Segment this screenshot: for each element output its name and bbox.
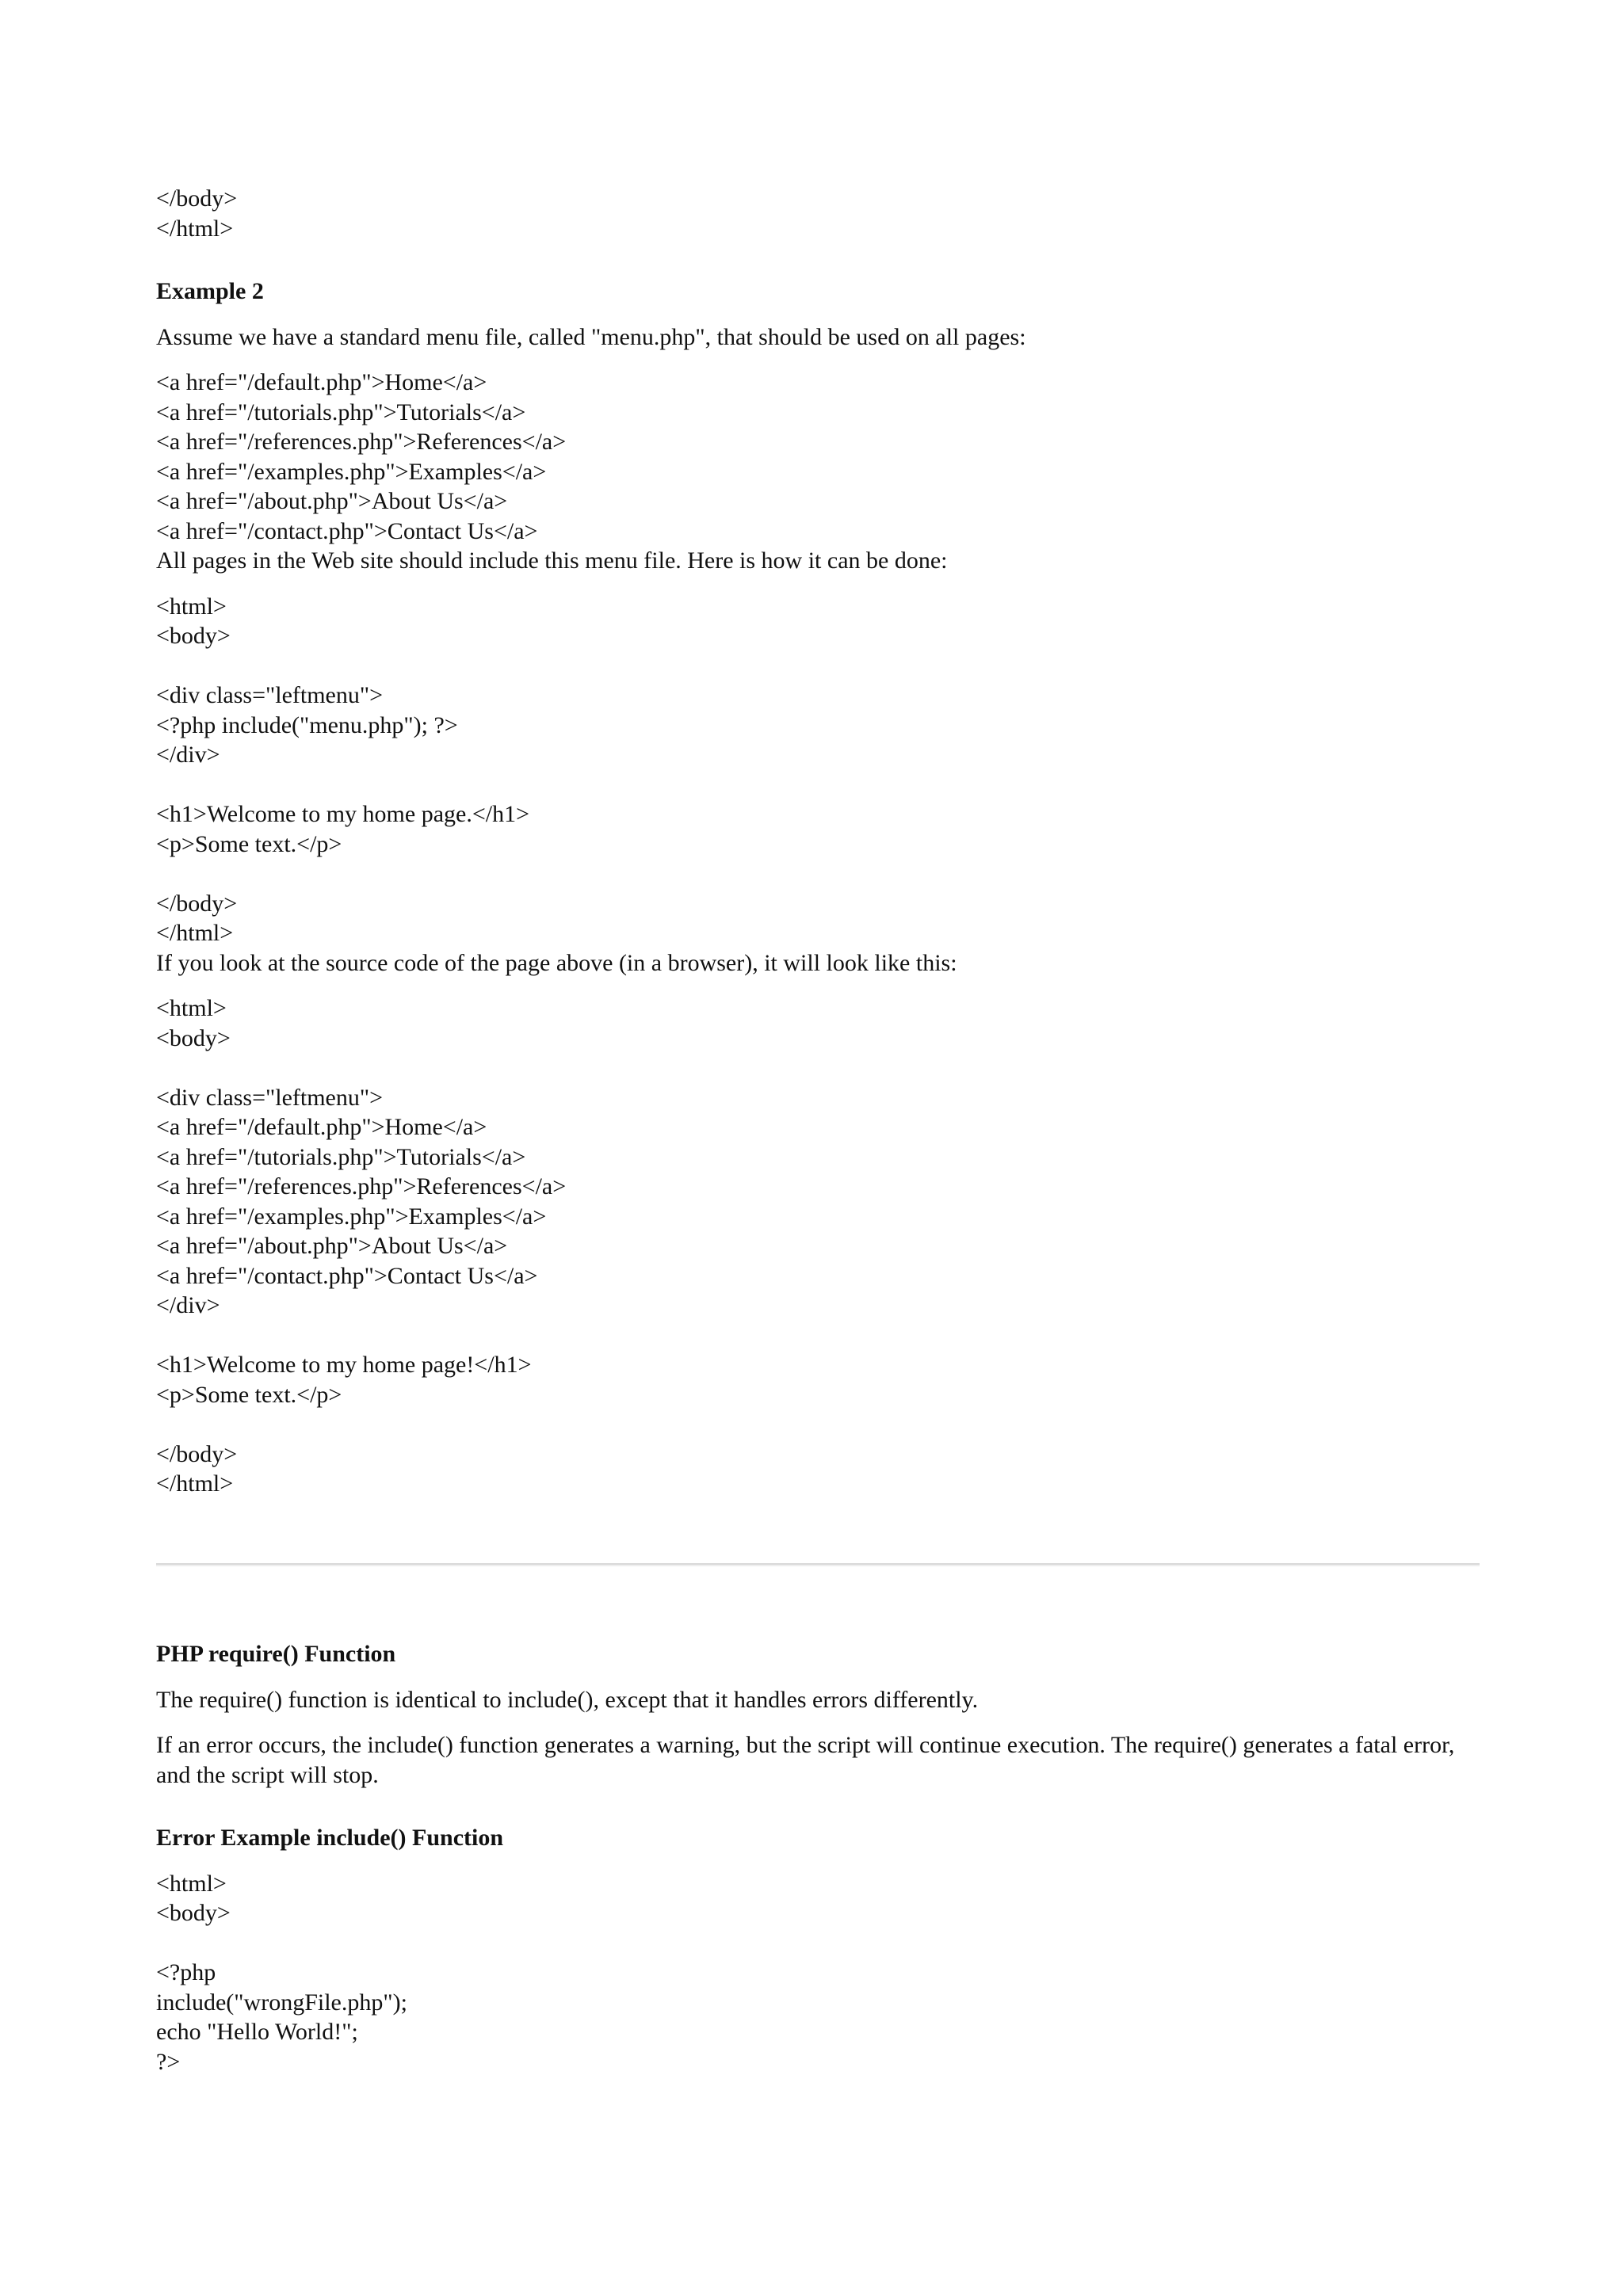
error-example-heading: Error Example include() Function <box>156 1825 504 1851</box>
require-section <box>156 1639 1480 2077</box>
example2-heading: Example 2 <box>156 278 264 304</box>
require-para-2: If an error occurs, the include() function generates a warning, but the script will continue execution. The require() generates a fatal error, and the script will stop. <box>156 1732 1455 1788</box>
horizontal-divider <box>156 1563 1480 1566</box>
require-para-1: The require() function is identical to include(), except that it handles errors differently. <box>156 1686 979 1713</box>
include-code-block: <html> <body> <div class="leftmenu"> <?php include("menu.php"); ?> </div> <h1>Welcome to my home page.</h1> <p>Some text.</p> </body> </html> <box>156 593 529 946</box>
document-body <box>156 184 1480 1499</box>
require-heading: PHP require() Function <box>156 1641 396 1667</box>
menu-code-block: <a href="/default.php">Home</a> <a href="/tutorials.php">Tutorials</a> <a href="/references.php">References</a> <a href="/examples.php">Examples</a> <a href="/about.php">About Us</a> <a href="/contact.php">Contact Us</a> <box>156 369 567 544</box>
example2-intro: Assume we have a standard menu file, called "menu.php", that should be used on all pages: <box>156 323 1026 350</box>
source-text: If you look at the source code of the page above (in a browser), it will look like this: <box>156 949 957 976</box>
top-code-block: </body> </html> <box>156 185 238 242</box>
error-example-code-block: <html> <body> <?php include("wrongFile.php"); echo "Hello World!"; ?> <box>156 1870 407 2075</box>
include-text: All pages in the Web site should include this menu file. Here is how it can be done: <box>156 547 948 574</box>
source-code-block: <html> <body> <div class="leftmenu"> <a href="/default.php">Home</a> <a href="/tutorials.php">Tutorials</a> <a href="/references.php">References</a> <a href="/examples.php">Examples</a> <a href="/about.php">About Us</a> <a href="/contact.php">Contact Us</a> </div> <h1>Welcome to my home page!</h1> <p>Some text.</p> </body> </html> <box>156 995 567 1497</box>
